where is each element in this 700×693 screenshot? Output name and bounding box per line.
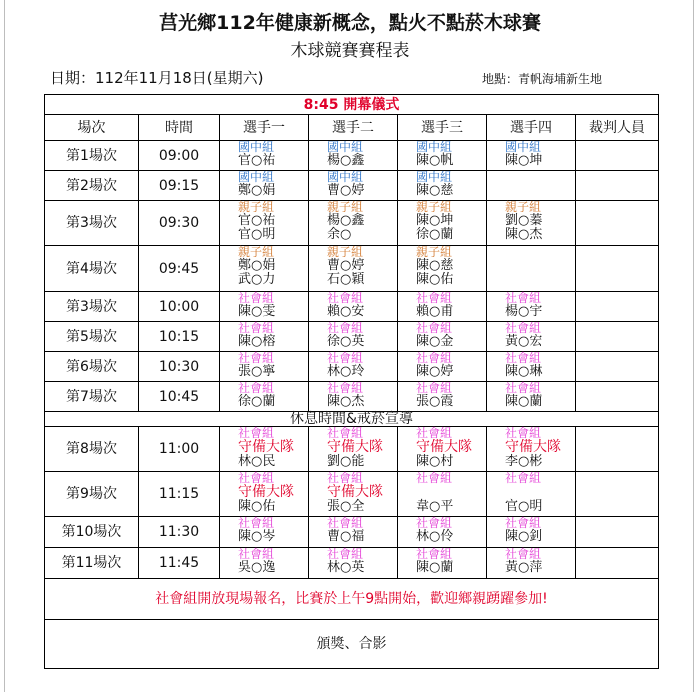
player-cell <box>309 201 398 246</box>
unit-label: 守備大隊 <box>238 439 294 455</box>
group-label: 社會組 <box>505 321 542 335</box>
group-label: 親子組 <box>416 245 453 259</box>
group-label: 社會組 <box>416 321 453 335</box>
group-label: 社會組 <box>416 516 453 530</box>
player-name: 陳○榕 <box>238 334 276 349</box>
time-cell: 11:15 <box>139 472 220 517</box>
player-name: 陳○慈 <box>416 183 454 198</box>
player-name: 陳○佑 <box>238 499 276 514</box>
group-label: 親子組 <box>238 200 275 214</box>
player-cell <box>309 141 398 171</box>
player-name: 陳○琳 <box>505 364 543 379</box>
column-header: 裁判人員 <box>576 115 659 141</box>
player-cell <box>487 517 576 548</box>
schedule-row <box>45 472 659 517</box>
schedule-row <box>45 141 659 171</box>
time-cell: 09:45 <box>139 246 220 292</box>
player-cell <box>487 427 576 472</box>
group-label: 親子組 <box>327 245 364 259</box>
player-name: 劉○蓁 <box>505 213 543 228</box>
time-cell: 11:45 <box>139 548 220 579</box>
group-label: 社會組 <box>238 321 275 335</box>
group-label: 國中組 <box>238 140 275 154</box>
page-title: 莒光鄉112年健康新概念，點火不點菸木球賽 <box>159 12 541 34</box>
schedule-row <box>45 352 659 382</box>
player-cell <box>309 322 398 352</box>
referee-cell <box>576 517 659 548</box>
player-name: 陳○村 <box>416 454 454 469</box>
player-name: 徐○蘭 <box>238 394 276 409</box>
time-cell: 10:00 <box>139 292 220 322</box>
group-label: 社會組 <box>505 291 542 305</box>
player-name: 曹○婷 <box>327 258 365 273</box>
group-label: 社會組 <box>505 547 542 561</box>
player-name: 武○力 <box>238 272 276 287</box>
player-cell <box>487 382 576 412</box>
player-name: 徐○英 <box>327 334 365 349</box>
player-cell <box>220 427 309 472</box>
group-label: 社會組 <box>505 471 542 485</box>
group-label: 社會組 <box>327 321 364 335</box>
referee-cell <box>576 352 659 382</box>
player-name: 曹○福 <box>327 529 365 544</box>
player-cell <box>309 517 398 548</box>
player-name: 張○寧 <box>238 364 276 379</box>
player-name: 吳○逸 <box>238 560 276 575</box>
player-cell <box>309 246 398 292</box>
slot-cell: 第8場次 <box>45 427 139 472</box>
player-cell <box>398 322 487 352</box>
slot-cell: 第1場次 <box>45 141 139 171</box>
group-label: 國中組 <box>327 170 364 184</box>
group-label: 社會組 <box>327 381 364 395</box>
player-cell <box>309 427 398 472</box>
player-name: 徐○蘭 <box>416 227 454 242</box>
player-name: 陳○雯 <box>238 304 276 319</box>
player-cell <box>398 382 487 412</box>
time-cell: 09:30 <box>139 201 220 246</box>
break-row <box>45 412 659 427</box>
player-cell <box>309 171 398 201</box>
player-cell <box>220 201 309 246</box>
player-cell <box>220 322 309 352</box>
event-date: 日期：112年11月18日(星期六) <box>50 69 264 87</box>
referee-cell <box>576 548 659 579</box>
event-location: 地點：青帆海埔新生地 <box>482 72 603 86</box>
player-cell <box>398 171 487 201</box>
group-label: 社會組 <box>238 291 275 305</box>
slot-cell: 第7場次 <box>45 382 139 412</box>
referee-cell <box>576 246 659 292</box>
referee-cell <box>576 292 659 322</box>
unit-label: 守備大隊 <box>238 484 294 500</box>
player-cell <box>398 141 487 171</box>
player-cell <box>309 292 398 322</box>
opening-ceremony: 8:45 開幕儀式 <box>45 95 659 115</box>
player-cell <box>220 382 309 412</box>
schedule-row <box>45 322 659 352</box>
player-name: 賴○安 <box>327 304 365 319</box>
group-label: 社會組 <box>416 547 453 561</box>
slot-cell: 第10場次 <box>45 517 139 548</box>
player-cell <box>309 352 398 382</box>
group-label: 國中組 <box>238 170 275 184</box>
group-label: 社會組 <box>238 471 275 485</box>
group-label: 社會組 <box>238 547 275 561</box>
player-name: 楊○鑫 <box>327 213 365 228</box>
player-cell <box>487 472 576 517</box>
player-name: 官○明 <box>505 499 543 514</box>
player-name: 陳○佑 <box>416 272 454 287</box>
player-cell <box>398 472 487 517</box>
group-label: 社會組 <box>327 516 364 530</box>
player-name: 鄭○娟 <box>238 258 276 273</box>
group-label: 親子組 <box>505 200 542 214</box>
player-name: 張○霞 <box>416 394 454 409</box>
player-name: 楊○鑫 <box>327 153 365 168</box>
column-header: 選手二 <box>309 115 398 141</box>
time-cell: 11:30 <box>139 517 220 548</box>
player-cell <box>220 141 309 171</box>
referee-cell <box>576 141 659 171</box>
schedule-row <box>45 246 659 292</box>
referee-cell <box>576 201 659 246</box>
slot-cell: 第11場次 <box>45 548 139 579</box>
group-label: 國中組 <box>327 140 364 154</box>
group-label: 社會組 <box>238 516 275 530</box>
group-label: 親子組 <box>238 245 275 259</box>
player-cell <box>220 171 309 201</box>
player-name: 陳○坤 <box>505 153 543 168</box>
schedule-table <box>44 94 659 669</box>
player-cell <box>309 548 398 579</box>
schedule-row <box>45 171 659 201</box>
player-name: 林○伶 <box>416 529 454 544</box>
player-name: 曹○婷 <box>327 183 365 198</box>
player-cell <box>487 352 576 382</box>
group-label: 社會組 <box>327 426 364 440</box>
player-name: 官○祐 <box>238 213 276 228</box>
player-name: 陳○慈 <box>416 258 454 273</box>
player-cell <box>487 322 576 352</box>
referee-cell <box>576 427 659 472</box>
time-cell: 09:15 <box>139 171 220 201</box>
column-header: 選手四 <box>487 115 576 141</box>
group-label: 社會組 <box>238 426 275 440</box>
player-cell <box>487 201 576 246</box>
player-cell <box>398 201 487 246</box>
schedule-row <box>45 292 659 322</box>
player-name: 張○全 <box>327 499 365 514</box>
unit-spacer <box>416 485 486 500</box>
group-label: 國中組 <box>505 140 542 154</box>
player-cell <box>220 352 309 382</box>
group-label: 親子組 <box>416 200 453 214</box>
group-label: 國中組 <box>416 170 453 184</box>
notice-text: 社會組開放現場報名，比賽於上午9點開始，歡迎鄉親踴躍參加! <box>45 579 659 620</box>
group-label: 社會組 <box>505 351 542 365</box>
player-name: 官○明 <box>238 227 276 242</box>
player-name: 林○民 <box>238 454 276 469</box>
unit-label: 守備大隊 <box>327 484 383 500</box>
player-cell <box>309 382 398 412</box>
player-cell <box>487 246 576 292</box>
player-cell <box>398 292 487 322</box>
player-cell <box>398 352 487 382</box>
group-label: 社會組 <box>505 516 542 530</box>
player-name: 李○彬 <box>505 454 543 469</box>
slot-cell: 第3場次 <box>45 292 139 322</box>
group-label: 社會組 <box>416 471 453 485</box>
player-name: 陳○金 <box>416 334 454 349</box>
player-name: 賴○甫 <box>416 304 454 319</box>
player-name: 劉○能 <box>327 454 365 469</box>
player-name: 鄭○娟 <box>238 183 276 198</box>
player-cell <box>487 141 576 171</box>
opening-row <box>45 95 659 115</box>
player-name: 陳○帆 <box>416 153 454 168</box>
slot-cell: 第2場次 <box>45 171 139 201</box>
slot-cell: 第6場次 <box>45 352 139 382</box>
player-name: 黃○萍 <box>505 560 543 575</box>
group-label: 社會組 <box>327 291 364 305</box>
player-cell <box>398 246 487 292</box>
schedule-row <box>45 517 659 548</box>
player-name: 韋○平 <box>416 499 454 514</box>
unit-label: 守備大隊 <box>505 439 561 455</box>
player-name: 林○玲 <box>327 364 365 379</box>
page-subtitle: 木球競賽賽程表 <box>290 41 410 61</box>
column-header: 場次 <box>45 115 139 141</box>
group-label: 社會組 <box>505 381 542 395</box>
group-label: 國中組 <box>416 140 453 154</box>
player-name: 陳○蘭 <box>416 560 454 575</box>
group-label: 社會組 <box>327 547 364 561</box>
player-cell <box>220 548 309 579</box>
slot-cell: 第5場次 <box>45 322 139 352</box>
player-cell <box>398 548 487 579</box>
player-name: 陳○坤 <box>416 213 454 228</box>
group-label: 社會組 <box>238 351 275 365</box>
award-row <box>45 620 659 669</box>
time-cell: 10:15 <box>139 322 220 352</box>
player-name: 石○穎 <box>327 272 365 287</box>
group-label: 社會組 <box>416 381 453 395</box>
group-label: 社會組 <box>416 291 453 305</box>
player-cell <box>309 472 398 517</box>
column-header: 選手一 <box>220 115 309 141</box>
player-name: 余○ <box>327 227 352 242</box>
player-cell <box>220 472 309 517</box>
player-name: 陳○蘭 <box>505 394 543 409</box>
player-cell <box>487 548 576 579</box>
schedule-row <box>45 427 659 472</box>
player-cell <box>398 517 487 548</box>
player-name: 林○英 <box>327 560 365 575</box>
player-cell <box>220 292 309 322</box>
player-name: 官○祐 <box>238 153 276 168</box>
player-name: 陳○釗 <box>505 529 543 544</box>
award-text: 頒獎、合影 <box>45 620 659 669</box>
slot-cell: 第3場次 <box>45 201 139 246</box>
referee-cell <box>576 472 659 517</box>
group-label: 社會組 <box>327 471 364 485</box>
group-label: 社會組 <box>505 426 542 440</box>
unit-spacer <box>505 485 575 500</box>
column-header: 選手三 <box>398 115 487 141</box>
group-label: 親子組 <box>327 200 364 214</box>
notice-row <box>45 579 659 620</box>
break-text: 休息時間&戒菸宣導 <box>45 412 659 427</box>
referee-cell <box>576 322 659 352</box>
referee-cell <box>576 382 659 412</box>
player-cell <box>487 171 576 201</box>
schedule-row <box>45 382 659 412</box>
group-label: 社會組 <box>416 426 453 440</box>
slot-cell: 第9場次 <box>45 472 139 517</box>
group-label: 社會組 <box>327 351 364 365</box>
player-name: 楊○宇 <box>505 304 543 319</box>
time-cell: 10:30 <box>139 352 220 382</box>
player-name: 黃○宏 <box>505 334 543 349</box>
column-header: 時間 <box>139 115 220 141</box>
referee-cell <box>576 171 659 201</box>
group-label: 社會組 <box>416 351 453 365</box>
player-name: 陳○婷 <box>416 364 454 379</box>
header-row <box>45 115 659 141</box>
time-cell: 09:00 <box>139 141 220 171</box>
player-name: 陳○岑 <box>238 529 276 544</box>
schedule-row <box>45 201 659 246</box>
player-cell <box>398 427 487 472</box>
player-name: 陳○杰 <box>505 227 543 242</box>
group-label: 社會組 <box>238 381 275 395</box>
player-cell <box>220 517 309 548</box>
time-cell: 11:00 <box>139 427 220 472</box>
player-cell <box>220 246 309 292</box>
player-name: 陳○杰 <box>327 394 365 409</box>
unit-label: 守備大隊 <box>327 439 383 455</box>
schedule-row <box>45 548 659 579</box>
slot-cell: 第4場次 <box>45 246 139 292</box>
player-cell <box>487 292 576 322</box>
time-cell: 10:45 <box>139 382 220 412</box>
unit-label: 守備大隊 <box>416 439 472 455</box>
